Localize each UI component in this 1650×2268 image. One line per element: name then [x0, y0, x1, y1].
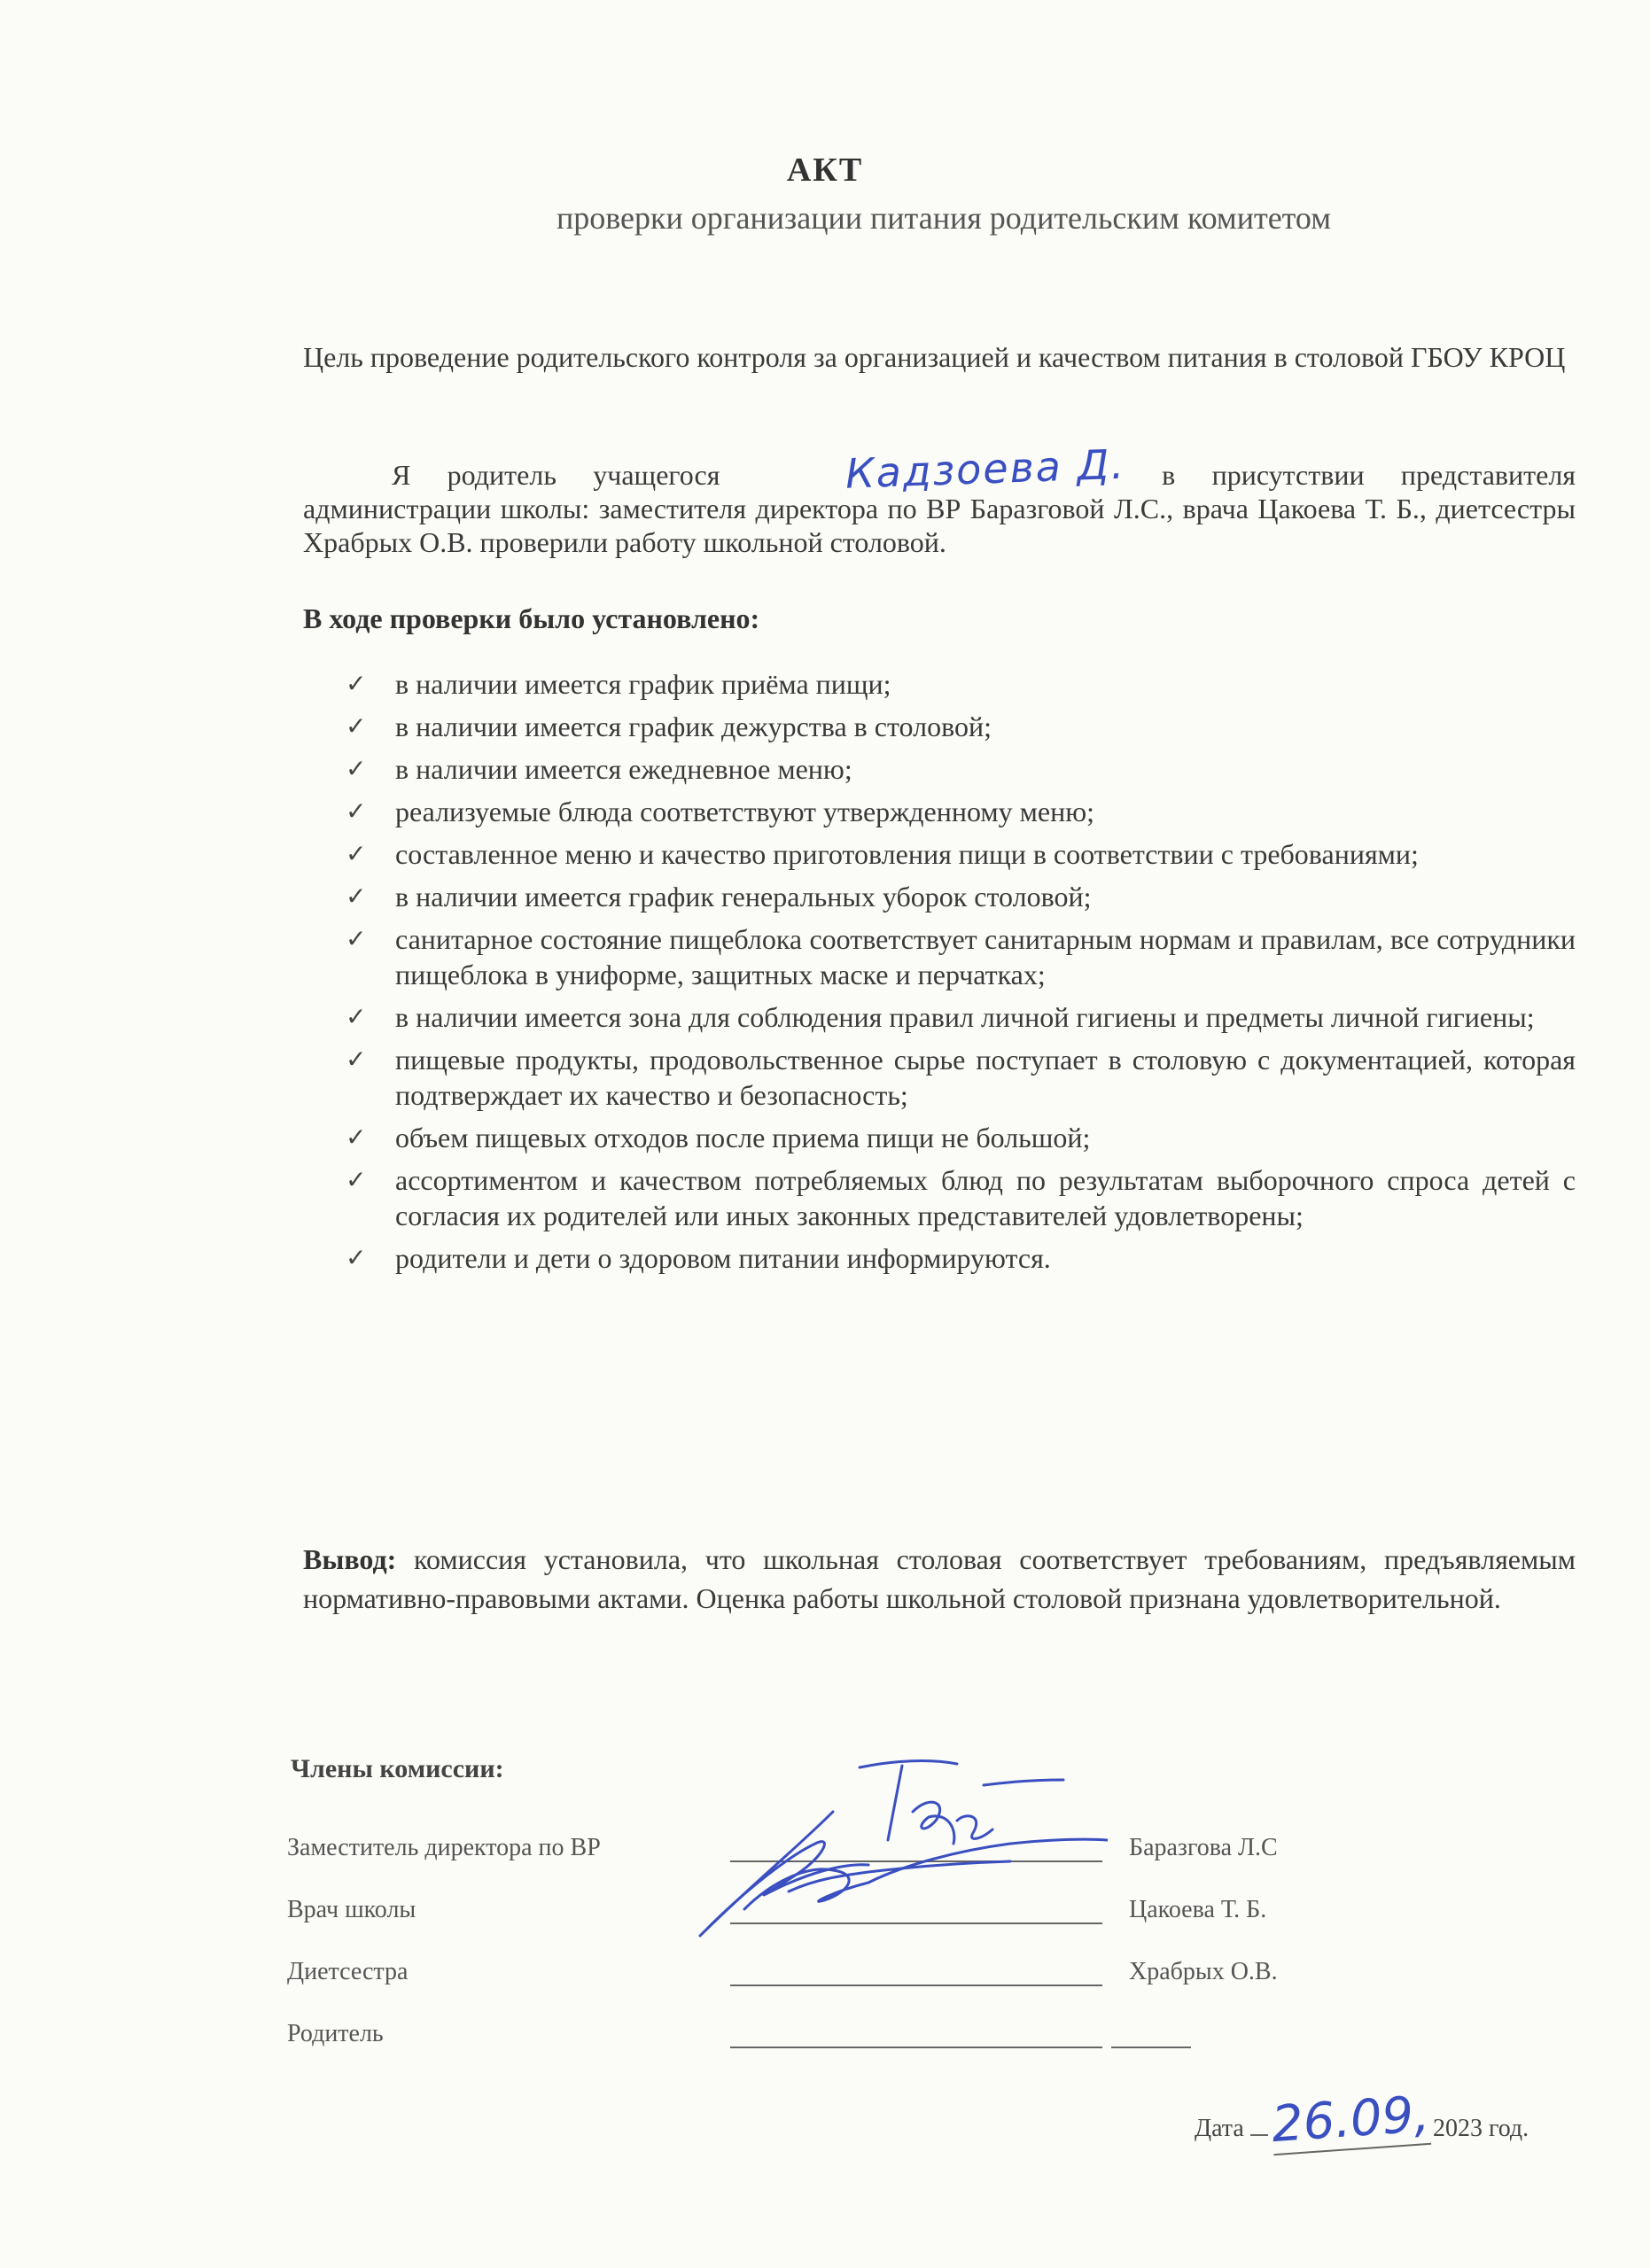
handwritten-student-name: Кадзоева Д.: [844, 439, 1126, 498]
checkmark-icon: ✓: [346, 1122, 367, 1152]
finding-item: ✓ пищевые продукты, продовольственное сырье поступает в столовую с документацией, которая подтверждает их качество и безопасность;: [346, 1044, 1576, 1111]
finding-item: ✓ в наличии имеется график приёма пищи;: [346, 668, 891, 700]
handwritten-date: 26.09,: [1269, 2085, 1431, 2155]
parent-statement-suffix: в присутствии представителя администрации школы: заместителя директора по ВР Баразговой Л.С., врача Цакоева Т. Б., диетсестры Храбрых О.В. проверили работу школьной столовой.: [303, 459, 1576, 558]
checkmark-icon: ✓: [346, 796, 367, 826]
date-underline: [1250, 2134, 1268, 2136]
signature-line: [730, 1984, 1102, 1986]
checkmark-icon: ✓: [346, 882, 367, 911]
member-row-parent: [287, 2020, 1563, 2059]
checkmark-icon: ✓: [346, 711, 367, 741]
member-role: Родитель: [287, 2020, 384, 2047]
findings-heading: В ходе проверки было установлено:: [303, 602, 760, 634]
member-name: Баразгова Л.С: [1129, 1834, 1278, 1861]
member-name: Цакоева Т. Б.: [1129, 1896, 1267, 1923]
member-role: Диетсестра: [287, 1958, 409, 1985]
date-label: Дата: [1195, 2115, 1250, 2142]
handwritten-signature: [691, 1759, 1108, 1962]
checkmark-icon: ✓: [346, 1165, 367, 1194]
checkmark-icon: ✓: [346, 839, 367, 868]
checkmark-icon: ✓: [346, 1243, 367, 1272]
member-row-dietitian: [287, 1958, 1563, 1997]
member-role: Заместитель директора по ВР: [287, 1834, 601, 1861]
finding-item: ✓ реализуемые блюда соответствуют утвержденному меню;: [346, 796, 1094, 827]
finding-item: ✓ в наличии имеется ежедневное меню;: [346, 753, 852, 785]
checkmark-icon: ✓: [346, 1045, 367, 1074]
finding-item: ✓ родители и дети о здоровом питании информируются.: [346, 1242, 1051, 1274]
finding-item: ✓ составленное меню и качество приготовления пищи в соответствии с требованиями;: [346, 838, 1419, 870]
conclusion-label: Вывод:: [303, 1543, 397, 1575]
checkmark-icon: ✓: [346, 924, 367, 953]
finding-item: ✓ в наличии имеется график генеральных уборок столовой;: [346, 881, 1092, 913]
finding-item: ✓ объем пищевых отходов после приема пищи не большой;: [346, 1122, 1091, 1153]
finding-item: ✓ ассортиментом и качеством потребляемых блюд по результатам выборочного спроса детей с согласия их родителей или иных законных представителей удовлетворены;: [346, 1164, 1576, 1231]
finding-item: ✓ санитарное состояние пищеблока соответствует санитарным нормам и правилам, все сотрудники пищеблока в униформе, защитных маске и перчатках;: [346, 923, 1576, 990]
member-name: Храбрых О.В.: [1129, 1958, 1278, 1985]
member-role: Врач школы: [287, 1896, 416, 1923]
findings-list: [346, 666, 1576, 1283]
parent-statement-prefix: Я родитель учащегося: [392, 459, 757, 491]
conclusion-text: комиссия установила, что школьная столовая соответствует требованиям, предъявляемым нормативно-правовыми актами. Оценка работы школьной столовой признана удовлетворительной.: [303, 1543, 1576, 1614]
document-subtitle: проверки организации питания родительским комитетом: [556, 200, 1332, 236]
checkmark-icon: ✓: [346, 1002, 367, 1031]
signature-line: [730, 2047, 1102, 2048]
parent-statement: [303, 439, 1576, 559]
date-line: [1195, 2085, 1529, 2155]
conclusion-paragraph: [303, 1540, 1576, 1618]
checkmark-icon: ✓: [346, 669, 367, 698]
document-title: АКТ: [786, 151, 864, 189]
signature-line-short: [1111, 2047, 1191, 2048]
members-heading: Члены комиссии:: [291, 1754, 504, 1783]
finding-item: ✓ в наличии имеется зона для соблюдения правил личной гигиены и предметы личной гигиены;: [346, 1001, 1535, 1033]
checkmark-icon: ✓: [346, 754, 367, 783]
finding-item: ✓ в наличии имеется график дежурства в столовой;: [346, 711, 992, 742]
date-year: 2023 год.: [1432, 2115, 1529, 2142]
purpose-paragraph: Цель проведение родительского контроля за организацией и качеством питания в столовой ГБОУ КРОЦ: [303, 341, 1566, 373]
